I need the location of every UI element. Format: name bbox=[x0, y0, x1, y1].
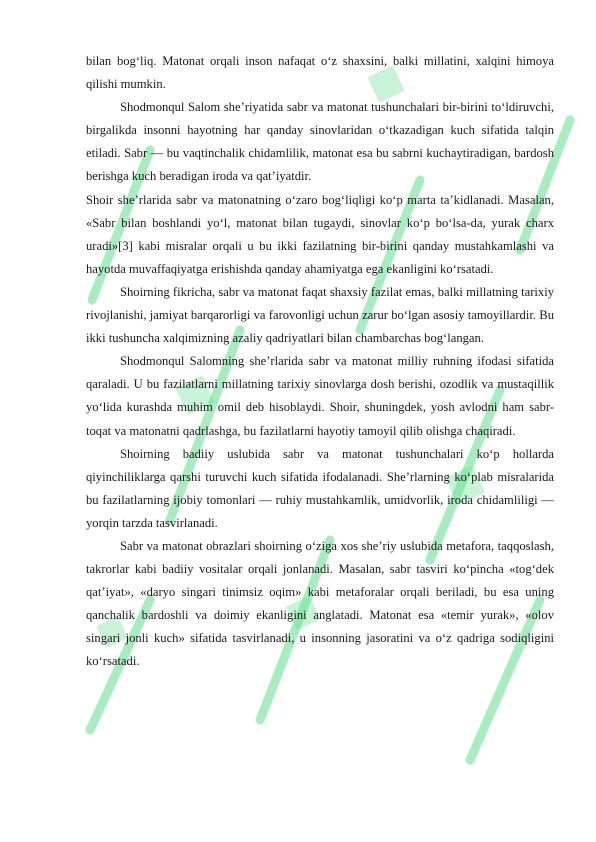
paragraph: Shodmonqul Salom she’riyatida sabr va matonat tushunchalari bir-birini to‘ldiruvchi, birgalikda insonni hayotning har qanday sinovlaridan o‘tkazadigan kuch sifatida talqin etiladi. Sabr — bu vaqtinchalik chidamlilik, matonat esa bu sabrni kuchaytiradigan, bardosh berishga kuch beradigan iroda va qat’iyatdir. bbox=[86, 100, 554, 184]
paragraph: Shoirning fikricha, sabr va matonat faqat shaxsiy fazilat emas, balki millatning tarixiy rivojlanishi, jamiyat barqarorligi va farovonligi uchun zarur bo‘lgan asosiy tamoyillardir. Bu ikki tushuncha xalqimizning azaliy qadriyatlari bilan chambarchas bog‘langan. bbox=[86, 284, 554, 346]
paragraph: Sabr va matonat obrazlari shoirning o‘ziga xos she’riy uslubida metafora, taqqoslash, takrorlar kabi badiiy vositalar orqali jonlanadi. Masalan, sabr tasviri ko‘pincha «tog‘dek qat’iyat», «daryo singari tinimsiz oqim» kabi metaforalar orqali beriladi, bu esa uning qanchalik bardoshli va doimiy ekanligini anglatadi. Matonat esa «temir yurak», «olov singari jonli kuch» sifatida tasvirlanadi, u insonning jasoratini va o‘z qadriga sodiqligini ko‘rsatadi. bbox=[86, 538, 554, 669]
paragraph: Shoir she’rlarida sabr va matonatning o‘zaro bog‘liqligi ko‘p marta ta’kidlanadi. Masalan, «Sabr bilan boshlandi yo‘l, matonat bilan tugaydi, sinovlar ko‘p bo‘lsa-da, yurak charx uradi»[3] kabi misralar orqali u bu ikki fazilatning bir-birini qanday mustahkamlashi va hayotda muvaffaqiyatga erishishda qanday ahamiyatga ega ekanligini ko‘rsatadi. bbox=[86, 192, 554, 276]
paragraph: Shodmonqul Salomning she’rlarida sabr va matonat milliy ruhning ifodasi sifatida qaraladi. U bu fazilatlarni millatning tarixiy sinovlarga dosh berishi, ozodlik va mustaqillik yo‘lida kurashda muhim omil deb hisoblaydi. Shoir, shuningdek, yosh avlodni ham sabr-toqat va matonatni qadrlashga, bu fazilatlarni hayotiy tamoyil qilib olishga chaqiradi. bbox=[86, 354, 554, 438]
document-body bbox=[86, 50, 554, 674]
paragraph: Shoirning badiiy uslubida sabr va matonat tushunchalari ko‘p hollarda qiyinchiliklarga qarshi turuvchi kuch sifatida ifodalanadi. She’rlarning ko‘plab misralarida bu fazilatlarning ijobiy tomonlari — ruhiy mustahkamlik, umidvorlik, iroda chidamliligi — yorqin tarzda tasvirlanadi. bbox=[86, 446, 554, 530]
paragraph: bilan bog‘liq. Matonat orqali inson nafaqat o‘z shaxsini, balki millatini, xalqini himoya qilishi mumkin. bbox=[86, 54, 554, 92]
